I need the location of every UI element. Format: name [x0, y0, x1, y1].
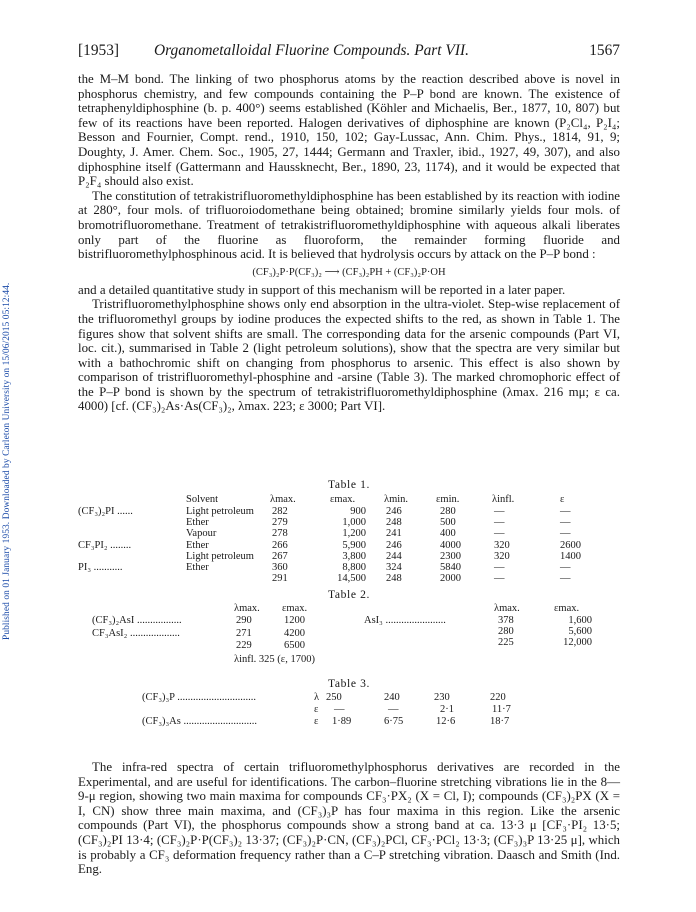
table3-row3-val-2: 12·6	[436, 716, 456, 727]
table3-row2-val-0: —	[334, 704, 345, 715]
paragraph-constitution: The constitution of tetrakistrifluoromethyldiphosphine has been established by its reaction with iodine at 280°, four mols. of trifluoroiodomethane being obtained; bromine similarly yields four mols. of bromotrifluoromethane. Treatment of tetrakistrifluoromethyldiphosphine with aqueous alkali liberates only part of the fluorine as fluoroform, the remainder forming fluoride and bistrifluoromethylphosphinous acid. It is believed that hydrolysis occurs by attack on the P–P bond :	[78, 188, 620, 262]
table2-right-emax-1: 5,600	[568, 626, 592, 637]
table2-row2-emax-b: 6500	[284, 640, 305, 651]
table2-right-compound: AsI₃ .......................	[364, 615, 446, 626]
table1-cell-solvent: Ether	[186, 539, 209, 551]
table1-cell-emin: 4000	[440, 539, 461, 551]
table1-cell-linfl: 320	[494, 539, 510, 551]
table3-row3-val-0: 1·89	[332, 716, 352, 727]
table1-cell-lmin: 246	[386, 506, 402, 517]
table3-row1-compound: (CF₃)₃P ..............................	[142, 692, 256, 703]
table3-row3-val-3: 18·7	[490, 716, 510, 727]
table2-row1-compound: (CF₃)₂AsI .................	[92, 615, 182, 626]
table2-row1-lmax: 290	[236, 615, 252, 626]
table1-cell-e: —	[560, 573, 571, 585]
table2-right-lmax-0: 378	[498, 615, 514, 626]
table1	[78, 494, 620, 584]
table3-row2-val-3: 11·7	[492, 704, 511, 715]
table1-cell-lmax: 282	[272, 506, 288, 517]
table1-cell-emin: 280	[440, 506, 456, 517]
table2	[78, 603, 620, 673]
paragraph-mechanism: and a detailed quantitative study in support of this mechanism will be reported in a later paper.	[78, 282, 566, 297]
table3-row3-compound: (CF₃)₃As ............................	[142, 716, 257, 727]
table2-caption: Table 2.	[328, 588, 370, 601]
table1-cell-e: 1400	[560, 550, 581, 562]
table1-header-linfl: λinfl.	[492, 494, 515, 505]
table1-caption: Table 1.	[328, 478, 370, 491]
table2-right-emax-0: 1,600	[568, 615, 592, 626]
table1-cell-emin: 2000	[440, 573, 461, 585]
table1-cell-emax: 5,900	[342, 539, 366, 551]
paragraph-diphosphine: the M–M bond. The linking of two phosphorus atoms by the reaction described above is novel in phosphorus chemistry, and few compounds containing the P–P bond are known. The existence of tetraphenyldiphosphine (b. p. 400°) seems established (Köhler and Michaelis, Ber., 1877, 10, 807) but few of its reactions have been reported. Halogen derivatives of diphosphine are known (P₂Cl₄, P₂I₄; Besson and Fournier, Compt. rend., 1910, 150, 102; Gay-Lussac, Ann. Chim. Phys., 1814, 91, 9; Doughty, J. Amer. Chem. Soc., 1905, 27, 1444; Germann and Traxler, ibid., 1927, 49, 307), and also diphosphine itself (Gattermann and Haussknecht, Ber., 1890, 23, 1174), and it would be expected that P₂F₄ should also exist.	[78, 72, 620, 189]
table1-cell-solvent: Vapour	[186, 528, 217, 540]
table1-cell-linfl: —	[494, 517, 505, 529]
table1-cell-compound: PI₃ ...........	[78, 562, 123, 573]
table1-cell-linfl: —	[494, 528, 505, 540]
table1-header-lmin: λmin.	[384, 494, 409, 505]
table1-cell-emin: 500	[440, 517, 456, 529]
article-body-continued	[78, 760, 620, 877]
table2-note: λinfl. 325 (ε, 1700)	[234, 654, 315, 665]
table1-cell-emin: 400	[440, 528, 456, 540]
running-header	[78, 42, 620, 62]
article-body	[78, 72, 620, 414]
table3	[78, 692, 620, 736]
header-title: Organometalloidal Fluorine Compounds. Part VII.	[154, 42, 469, 59]
table1-cell-linfl: 320	[494, 550, 510, 562]
hydrolysis-equation: (CF₃)₂P·P(CF₃)₂ ⟶ (CF₃)₂PH + (CF₃)₂P·OH	[252, 266, 446, 278]
table2-row2-compound: CF₃AsI₂ ...................	[92, 628, 180, 639]
table3-row2-val-1: —	[388, 704, 399, 715]
table1-cell-lmax: 291	[272, 573, 288, 585]
table2-right-header-lmax: λmax.	[494, 603, 520, 614]
table1-cell-solvent: Light petroleum	[186, 550, 254, 562]
table2-row2-lmax-a: 271	[236, 628, 252, 639]
table2-left-header-emax: εmax.	[282, 603, 308, 614]
table1-cell-lmax: 360	[272, 562, 288, 573]
table1-cell-e: —	[560, 528, 571, 540]
table1-header-e: ε	[560, 494, 565, 505]
table1-cell-emin: 2300	[440, 550, 461, 562]
table2-right-lmax-2: 225	[498, 637, 514, 648]
download-watermark	[0, 120, 14, 640]
table1-cell-compound: (CF₃)₂PI ......	[78, 506, 133, 517]
table2-right-header-emax: εmax.	[554, 603, 580, 614]
table3-row1-val-1: 240	[384, 692, 400, 703]
header-year: [1953]	[78, 42, 120, 59]
table1-cell-lmin: 241	[386, 528, 402, 540]
table1-header-emin: εmin.	[436, 494, 460, 505]
table2-left-header-lmax: λmax.	[234, 603, 260, 614]
table3-row1-val-2: 230	[434, 692, 450, 703]
table1-cell-lmin: 324	[386, 562, 402, 573]
table1-cell-solvent: Ether	[186, 517, 209, 529]
table1-cell-linfl: —	[494, 562, 505, 573]
table3-epsilon-label-2: ε	[314, 716, 319, 727]
table2-row2-emax-a: 4200	[284, 628, 305, 639]
table1-cell-e: —	[560, 506, 571, 517]
table1-header-emax: εmax.	[330, 494, 356, 505]
table2-row1-emax: 1200	[284, 615, 305, 626]
table3-caption: Table 3.	[328, 677, 370, 690]
paragraph-uv-spectra: Tristrifluoromethylphosphine shows only end absorption in the ultra-violet. Step-wise replacement of the trifluoromethyl groups by iodine produces the expected shifts to the red, as shown in Table 1. The figures show that solvent shifts are small. The corresponding data for the arsenic compounds (Part VI, loc. cit.), summarised in Table 2 (light petroleum solutions), show that the spectra are very similar but with a bathochromic shift on changing from phosphorus to arsenic. This effect is also shown by comparison of tristrifluoromethyl-phosphine and -arsine (Table 3). The marked chromophoric effect of the P–P bond is shown by the spectrum of tetrakistrifluoromethyldiphosphine (λmax. 216 mμ; ε ca. 4000) [cf. (CF₃)₂As·As(CF₃)₂, λmax. 223; ε 3000; Part VI].	[78, 297, 620, 414]
table1-cell-lmin: 246	[386, 539, 402, 551]
table1-cell-lmin: 248	[386, 573, 402, 585]
table1-cell-solvent: Ether	[186, 562, 209, 573]
table1-cell-e: —	[560, 562, 571, 573]
table3-lambda-label: λ	[314, 692, 320, 703]
table1-cell-e: —	[560, 517, 571, 529]
table1-cell-lmin: 248	[386, 517, 402, 529]
paragraph-infrared: The infra-red spectra of certain trifluoromethylphosphorus derivatives are recorded in the Experimental, and are useful for identifications. The carbon–fluorine stretching vibrations lie in the 8—9-μ region, showing two main maxima for compounds CF₃·PX₂ (X = Cl, I); compounds (CF₃)₂PX (X = I, CN) show three main maxima, and (CF₃)₃P has four maxima in this region. Like the arsenic compounds (Part VI), the phosphorus compounds show a strong band at ca. 13·3 μ [CF₃·PI₂ 13·5; (CF₃)₂PI 13·4; (CF₃)₂P·P(CF₃)₂ 13·37; (CF₃)₂P·CN, (CF₃)₂PCl, CF₃·PCl₂ 13·3; (CF₃)₃P 13·25 μ], which is probably a CF₃ deformation frequency rather than a C–P stretching vibration. Daasch and Smith (Ind. Eng.	[78, 760, 620, 877]
table1-cell-emax: 1,200	[342, 528, 366, 540]
table1-cell-lmax: 279	[272, 517, 288, 529]
table1-cell-emax: 1,000	[342, 517, 366, 529]
table2-row2-lmax-b: 229	[236, 640, 252, 651]
table1-cell-emax: 3,800	[342, 550, 366, 562]
table1-cell-lmax: 266	[272, 539, 288, 551]
download-note-text: Published on 01 January 1953. Downloaded by Carleton University on 15/06/2015 05:12:44.	[2, 282, 12, 640]
table1-cell-lmin: 244	[386, 550, 402, 562]
table1-cell-emax: 14,500	[337, 573, 366, 585]
table1-cell-compound: CF₃PI₂ ........	[78, 539, 132, 551]
table2-right-emax-2: 12,000	[563, 637, 592, 648]
table1-header-solvent: Solvent	[186, 494, 219, 505]
table3-row2-val-2: 2·1	[440, 704, 454, 715]
table1-cell-lmax: 267	[272, 550, 288, 562]
table1-cell-emin: 5840	[440, 562, 461, 573]
table1-cell-lmax: 278	[272, 528, 288, 540]
table1-cell-linfl: —	[494, 573, 505, 585]
table1-cell-solvent: Light petroleum	[186, 506, 254, 517]
table1-cell-emax: 8,800	[342, 562, 366, 573]
table2-right-lmax-1: 280	[498, 626, 514, 637]
table1-header-lmax: λmax.	[270, 494, 296, 505]
table1-cell-e: 2600	[560, 539, 581, 551]
table3-row1-val-0: 250	[326, 692, 342, 703]
page-number: 1567	[589, 42, 620, 59]
table1-cell-linfl: —	[494, 506, 505, 517]
table3-epsilon-label: ε	[314, 704, 319, 715]
table3-row1-val-3: 220	[490, 692, 506, 703]
table3-row3-val-1: 6·75	[384, 716, 404, 727]
table1-cell-emax: 900	[350, 506, 366, 517]
